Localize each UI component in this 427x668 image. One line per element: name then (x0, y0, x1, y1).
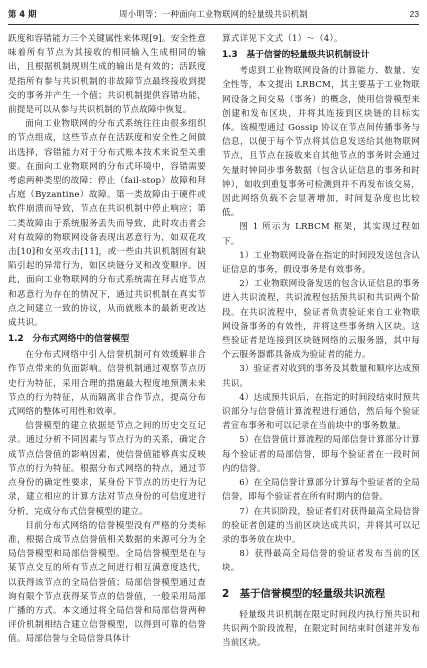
section-heading: 2 基于信誉模型的轻量级共识流程 (222, 587, 386, 600)
subsection-heading: 1.3 基于信誉的轻量级共识机制设计 (222, 50, 370, 61)
list-item: 3）验证者对收到的事务及其数量和顺序达成预共识。 (222, 364, 420, 389)
header-rule (8, 24, 419, 25)
body-paragraph: 轻量级共识机制在限定时间段内执行预共识和共识两个阶段流程，在限定时间结束时创建并发布当前区块。 (222, 609, 420, 648)
body-paragraph: 目前分布式网络的信誉模型没有严格的分类标准，根据合成节点信誉值相关数据的来源可分为全局信誉模型和局部信誉模型。全局信誉模型是在与某节点交互的所有节点之间进行相互满意度迭代，以获得该节点的全局信誉值；局部信誉模型通过查询有限个节点获得某节点的信誉值，一般采用局部广播的方式。本文通过将全局信誉和局部信誉两种评价机制相结合建立信誉模型，以得到可靠的信誉值。局部信誉与全局信誉具体计 (8, 520, 206, 645)
list-item: 7）在共识阶段，验证者们对获得最高全局信誉的验证者创建的当前区块达成共识，并将其可以记录的事务放在块中。 (222, 506, 420, 545)
list-item: 1）工业物联网设备在指定的时间段发送包含认证信息的事务，假设事务是有效事务。 (222, 250, 420, 276)
issue-label: 第 4 期 (8, 9, 37, 19)
list-item: 5）在信誉值计算流程的局部信誉计算部分计算每个验证者的局部信誉，即每个验证者在一段时间内的信誉。 (222, 435, 420, 474)
body-paragraph: 信誉模型的建立依据是节点之间的历史交互记录。通过分析不同因素与节点行为的关系，确定合成节点信誉值的影响因素，使信誉值能够真实反映节点的行为特征。根据分布式网络的特点，通过节点身份的确定性要求，某身份下节点的历史行为记录，建立相应的计算方法对节点身份的可信度进行分析，完成分布式信誉模型的建立。 (8, 421, 206, 517)
body-paragraph: 考虑到工业物联网设备的计算能力、数量、安全性等，本文提出 LRBCM，其主要基于工业物联网设备之间交易（事务）的概念，使用信誉模型来创建和发布区块，并将其连接到区块链的目标实体。该模型通过 Gossip 协议在节点间传播事务与信息，以便于每个节点将其信息发送给其他物联网节点，且节点在接收来自其他节点的事务时会通过矢量时钟同步事务数据（包含认证信息的事务和时钟），如收到重复事务可检测到并不再发布该交易，因此网络负载不会显著增加，时间复杂度也比较低。 (222, 66, 420, 219)
running-header (8, 6, 419, 22)
body-paragraph: 跃度和容错能力三个关键属性来体现[9]。安全性意味着所有节点为其接收的相同输入生成相同的输出，且根据机制规则生成的输出是有效的；活跃度是指所有参与共识机制的非故障节点最终接收到提交的事务并产生一个值；共识机制提供容错功能，前提是可以从参与共识机制的节点故障中恢复。 (8, 34, 206, 116)
subsection-heading: 1.2 分布式网络中的信誉模型 (8, 334, 130, 345)
body-paragraph: 面向工业物联网的分布式系统往往由很多组织的节点组成，这些节点存在活跃度和安全性之间做出选择，容错能力对于分布式账本技术来说至关重要。在面向工业物联网的分布式环境中，容错需要考虑两种类型的故障：停止（fail-stop）故障和拜占庭（Byzantine）故障。第一类故障由于硬件或软件崩溃而导致，节点在共识机制中停止响应；第二类故障由于系统服务丢失而导致，此时攻击者会对有故障的物联网设备表现出恶意行为，如双花攻击[10]和女巫攻击[11]，或一些由共识机制固有缺陷引起的异常行为，如区块链分叉和改变顺序。因此，面向工业物联网的分布式系统需在拜占庭节点和恶意行为存在的情况下，通过共识机制在真实节点之间建立一致的协议，从而就账本的最新更改达成共识。 (8, 119, 206, 329)
list-item: 6）在全局信誉计算部分计算每个验证者的全局信誉，即每个验证者在所有时期内的信誉。 (222, 478, 420, 503)
running-title: 周小明等：一种面向工业物联网的轻量级共识机制 (119, 9, 308, 19)
left-column (8, 32, 206, 647)
right-column (222, 32, 420, 650)
body-paragraph: 图 1 所示为 LRBCM 框架，其实现过程如下。 (222, 222, 420, 247)
body-paragraph: 在分布式网络中引入信誉机制可有效缓解非合作节点带来的负面影响。信誉机制通过观察节点历史行为特征，采用合理的措施最大程度地预测未来节点的行为特征，从而隔离非合作节点，提高分布式网络的整体可用性和效率。 (8, 350, 206, 418)
page-number: 23 (409, 9, 419, 19)
body-paragraph: 算式详见下文式（1）～（4）。 (222, 34, 343, 44)
list-item: 2）工业物联网设备发送的包含认证信息的事务进入共识流程，共识流程包括预共识和共识两个阶段。在共识流程中，验证者负责验证来自工业物联网设备事务的有效性，并将这些事务纳入区块。这些验证者是连接到区块链网络的云服务器，其中每个云服务器都具备成为验证者的能力。 (222, 279, 420, 361)
list-item: 8）获得最高全局信誉的验证者发布当前的区块。 (222, 549, 420, 574)
list-item: 4）达成预共识后，在指定的时间段结束时预共识部分与信誉值计算流程进行通信，然后每个验证者宣布事务和可以记录在当前块中的事务数量。 (222, 392, 420, 432)
